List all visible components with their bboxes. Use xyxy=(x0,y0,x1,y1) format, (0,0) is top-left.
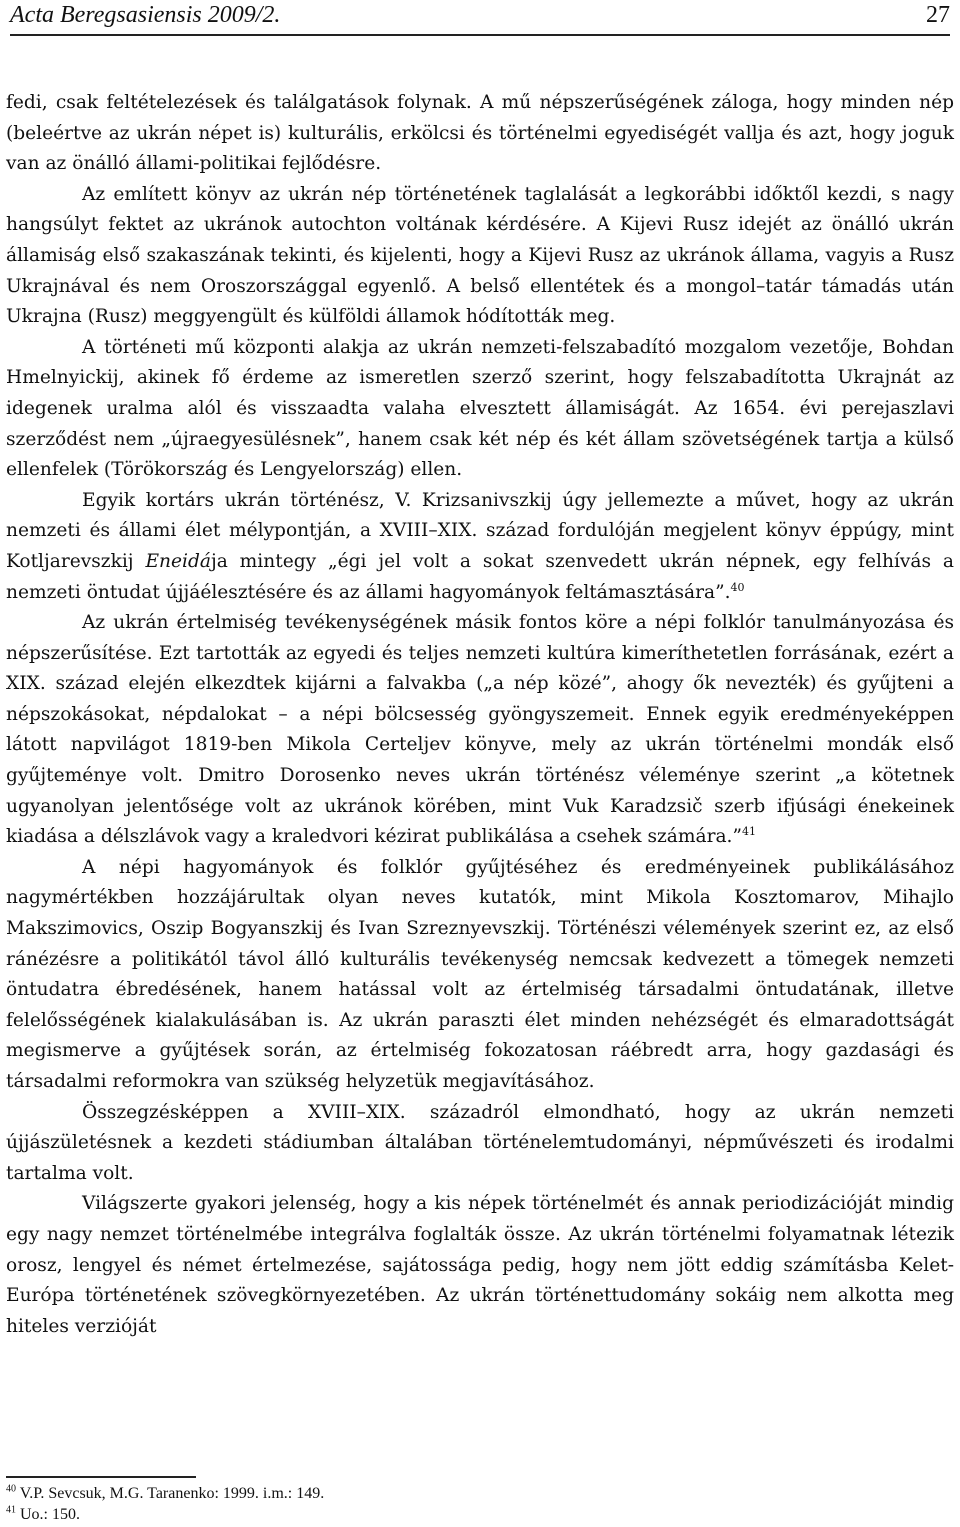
paragraph xyxy=(6,608,954,853)
page-number: 27 xyxy=(926,2,950,28)
paragraph xyxy=(6,180,954,333)
italic-title: Eneidá xyxy=(145,550,211,572)
footnote-text: V.P. Sevcsuk, M.G. Taranenko: 1999. i.m.: 149. xyxy=(19,1485,325,1502)
paragraph xyxy=(6,333,954,486)
paragraph-text: Az említett könyv az ukrán nép történetének taglalását a legkorábbi időktől kezdi, s nagy hangsúlyt fektet az ukránok autochton voltának kérdésére. A Kijevi Rusz idejét az önálló ukrán államiság első szakaszának tekinti, és kijelenti, hogy a Kijevi Rusz az ukránok állama, vagyis a Rusz Ukrajnával és nem Oroszországgal egyenlő. A belső ellentétek és a mongol–tatár támadás után Ukrajna (Rusz) meggyengült és külföldi államok hódították meg. xyxy=(6,183,954,328)
paragraph-text: ja mintegy „égi jel volt a sokat szenvedett ukrán népnek, egy felhívás a nemzeti öntudat újjáélesztésére és az állami hagyományok feltámasztására”. xyxy=(6,550,954,603)
paragraph xyxy=(6,853,954,1098)
footnote-text: Uo.: 150. xyxy=(20,1506,80,1523)
footnotes xyxy=(6,1483,946,1525)
paragraph-text: A népi hagyományok és folklór gyűjtéséhez és eredményeinek publikálásához nagymértékben hozzájárultak olyan neves kutatók, mint Mikola Kosztomarov, Mihajlo Makszimovics, Oszip Bogyanszkij és Ivan Szreznyevszkij. Történészi vélemények szerint ez, az első ránézésre a politikától távol álló kulturális tevékenység nemcsak kedvezett a tömegek nemzeti öntudatra ébredésének, hanem hatással volt az értelmiség társadalmi öntudatának, illetve felelősségének kialakulásában is. Az ukrán paraszti élet minden nehézségét és elmaradottságát megismerve a gyűjtések során, az értelmiség fokozatosan ráébredt arra, hogy gazdasági és társadalmi reformokra van szükség helyzetük megjavításához. xyxy=(6,856,954,1092)
footnote xyxy=(6,1504,946,1525)
footnote-divider xyxy=(6,1476,196,1478)
footnote-reference: 41 xyxy=(741,825,756,839)
paragraph-text: Világszerte gyakori jelenség, hogy a kis népek történelmét és annak periodizációját mindig egy nagy nemzet történelmébe integrálva foglalták össze. Az ukrán történelmi folyamatnak létezik orosz, lengyel és német értelmezése, sajátossága pedig, hogy nem jött eddig számításba Kelet-Európa történetének szövegkörnyezetében. Az ukrán történettudomány sokáig nem alkotta meg hiteles verzióját xyxy=(6,1193,954,1337)
footnote-reference: 40 xyxy=(730,580,745,594)
paragraph xyxy=(6,1189,954,1342)
journal-title: Acta Beregsasiensis 2009/2. xyxy=(10,2,281,28)
running-header xyxy=(10,0,950,36)
paragraph-text: Az ukrán értelmiség tevékenységének másik fontos köre a népi folklór tanulmányozása és népszerűsítése. Ezt tartották az egyedi és teljes nemzeti kultúra kimeríthetetlen forrásának, ezért a XIX. század elején elkezdtek kijárni a falvakba („a nép közé”, ahogy ők nevezték) és gyűjteni a népszokásokat, népdalokat – a népi bölcsesség gyöngyszemeit. Ennek egyik eredményeképpen látott napvilágot 1819-ben Mikola Certeljev könyve, mely az ukrán történelmi mondák első gyűjteménye volt. Dmitro Dorosenko neves ukrán történész véleménye szerint „a kötetnek ugyanolyan jelentősége volt az ukránok körében, mint Vuk Karadzsič szerb ifjúsági énekeinek kiadása a délszlávok vagy a kraledvori kézirat publikálása a csehek számára.” xyxy=(6,612,954,848)
footnote-number: 40 xyxy=(6,1483,16,1495)
paragraph xyxy=(6,88,954,180)
body-text xyxy=(6,88,954,1342)
paragraph xyxy=(6,486,954,608)
paragraph xyxy=(6,1098,954,1190)
paragraph-text: Összegzésképpen a XVIII–XIX. századról elmondható, hogy az ukrán nemzeti újjászületésnek a kezdeti stádiumban általában történelemtudományi, népművészeti és irodalmi tartalma volt. xyxy=(6,1101,954,1184)
paragraph-text: A történeti mű központi alakja az ukrán nemzeti-felszabadító mozgalom vezetője, Bohdan Hmelnyickij, akinek fő érdeme az ismeretlen szerző szerint, hogy felszabadította Ukrajnát az idegenek uralma alól és visszaadta valaha elvesztett államiságát. Az 1654. évi perejaszlavi szerződést nem „újraegyesülésnek”, hanem csak két nép és két állam szövetségének tartja a külső ellenfelek (Törökország és Lengyelország) ellen. xyxy=(6,336,954,481)
footnote-number: 41 xyxy=(6,1504,16,1516)
paragraph-text: Egyik kortárs ukrán történész, V. Krizsanivszkij úgy jellemezte a művet, hogy az ukrán nemzeti és állami élet mélypontján, a XVIII–XIX. század fordulóján megjelent könyv éppúgy, mint Kotljarevszkij xyxy=(6,489,954,572)
footnote xyxy=(6,1483,946,1504)
paragraph-text: fedi, csak feltételezések és találgatások folynak. A mű népszerűségének záloga, hogy minden nép (beleértve az ukrán népet is) kulturális, erkölcsi és történelmi egyediségét vallja és azt, hogy joguk van az önálló állami-politikai fejlődésre. xyxy=(6,92,954,175)
